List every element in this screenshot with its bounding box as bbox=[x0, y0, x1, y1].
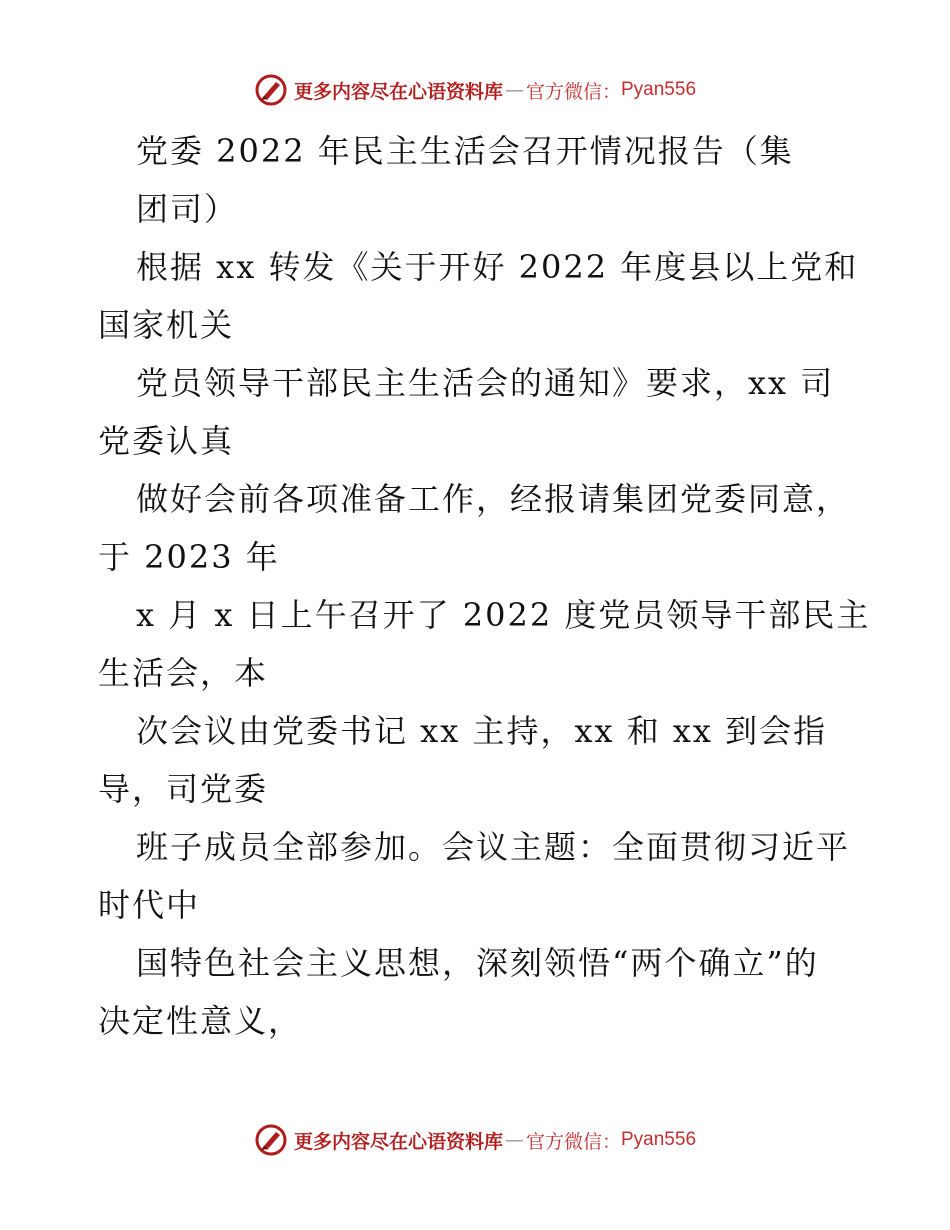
text-line: 做好会前各项准备工作，经报请集团党委同意， bbox=[136, 480, 851, 518]
text-line: x 月 x 日上午召开了 2022 度党员领导干部民主 bbox=[136, 596, 871, 634]
text-line: 根据 xx 转发《关于开好 2022 年度县以上党和 bbox=[136, 248, 859, 286]
watermark-wechat-id: Pyan556 bbox=[621, 79, 697, 100]
text-line: 时代中 bbox=[98, 886, 201, 924]
watermark-separator: — bbox=[504, 1129, 524, 1151]
text-line: 次会议由党委书记 xx 主持，xx 和 xx 到会指 bbox=[136, 712, 828, 750]
text-line: 党委 2022 年民主生活会召开情况报告（集 bbox=[136, 132, 794, 170]
watermark-separator: — bbox=[504, 79, 524, 101]
document-body bbox=[98, 122, 871, 1050]
watermark-wechat-label: 官方微信： bbox=[525, 80, 621, 103]
text-line: 决定性意义， bbox=[98, 1002, 303, 1040]
watermark-wechat-id: Pyan556 bbox=[621, 1129, 697, 1150]
watermark-brand: 更多内容尽在心语资料库 bbox=[293, 1130, 503, 1153]
text-line: 导，司党委 bbox=[98, 770, 269, 808]
text-line: 团司） bbox=[136, 190, 239, 228]
watermark-header bbox=[0, 70, 950, 110]
watermark-footer bbox=[0, 1120, 950, 1160]
text-line: 党员领导干部民主生活会的通知》要求，xx 司 bbox=[136, 364, 835, 402]
text-line: 班子成员全部参加。会议主题：全面贯彻习近平 bbox=[136, 828, 851, 866]
text-line: 国家机关 bbox=[98, 306, 235, 344]
text-line: 生活会，本 bbox=[98, 654, 269, 692]
brush-logo-icon bbox=[254, 73, 288, 107]
watermark-wechat-label: 官方微信： bbox=[525, 1130, 621, 1153]
brush-logo-icon bbox=[254, 1123, 288, 1157]
watermark-brand: 更多内容尽在心语资料库 bbox=[293, 80, 503, 103]
text-line: 于 2023 年 bbox=[98, 538, 280, 576]
text-line: 国特色社会主义思想，深刻领悟“两个确立”的 bbox=[136, 944, 819, 982]
text-line: 党委认真 bbox=[98, 422, 235, 460]
